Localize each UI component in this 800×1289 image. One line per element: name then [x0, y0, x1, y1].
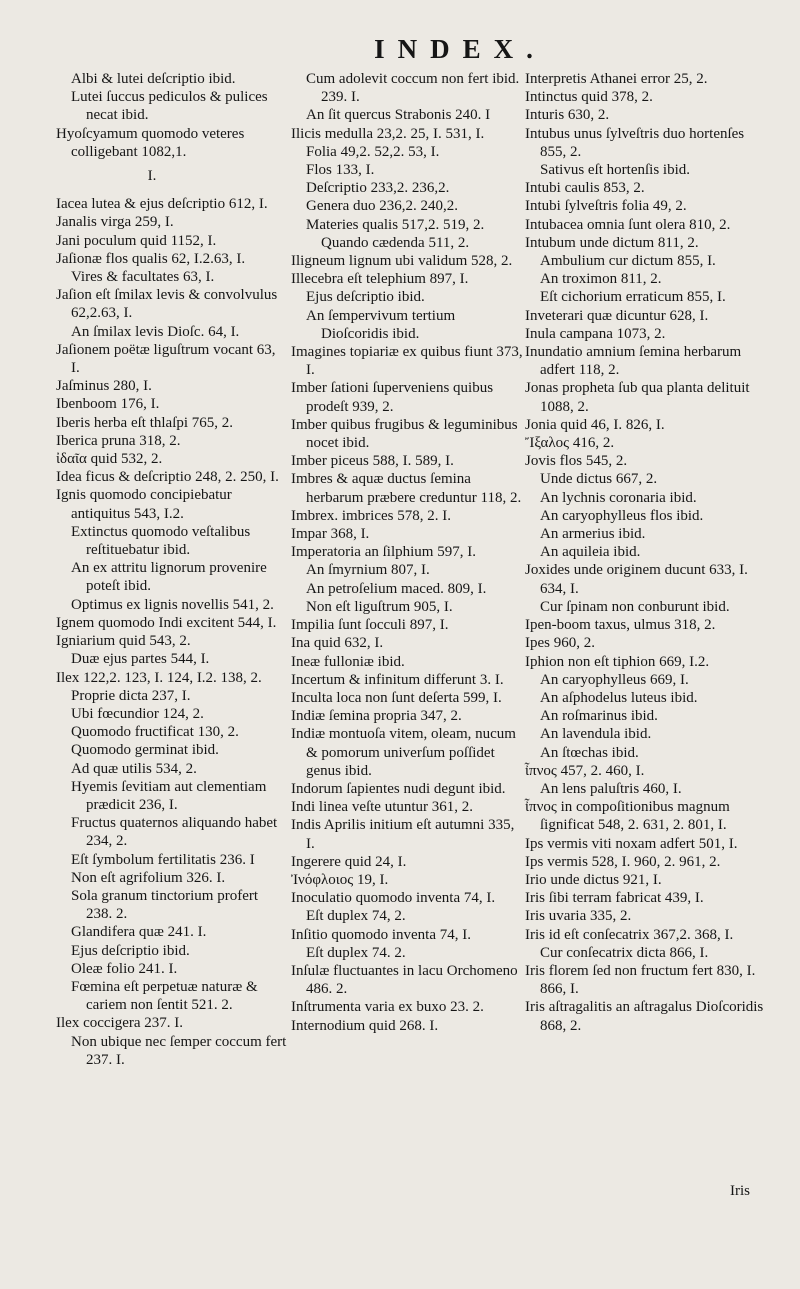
index-entry: Iberis herba eſt thlaſpi 765, 2.: [56, 414, 234, 431]
index-entry: Inſitio quomodo inventa 74, I.: [291, 926, 471, 943]
index-column-1: [56, 70, 288, 1069]
index-entry: Inula campana 1073, 2.: [525, 325, 666, 342]
index-column-3: [525, 70, 770, 1035]
index-entry: Ἴξαλος 416, 2.: [525, 435, 615, 452]
index-entry: An lychnis coronaria ibid.: [540, 489, 697, 506]
index-entry: Indiæ ſemina propria 347, 2.: [291, 708, 462, 725]
index-entry: Sativus eſt hortenſis ibid.: [540, 162, 690, 179]
index-entry: Inſtrumenta varia ex buxo 23. 2.: [291, 999, 484, 1016]
index-entry: Imbrex. imbrices 578, 2. I.: [291, 507, 451, 524]
index-entry: Jonia quid 46, I. 826, I.: [525, 416, 665, 433]
index-entry: Jani poculum quid 1152, I.: [56, 232, 217, 249]
index-entry: Duæ ejus partes 544, I.: [71, 651, 210, 668]
index-entry: Ingerere quid 24, I.: [291, 853, 407, 870]
index-entry: Ubi fœcundior 124, 2.: [71, 705, 204, 722]
index-entry: Iberica pruna 318, 2.: [56, 432, 181, 449]
index-entry: Ipen-boom taxus, ulmus 318, 2.: [525, 617, 716, 634]
index-entry: Fœmina eſt perpetuæ naturæ & cariem non ſentit 521. 2.: [71, 978, 258, 1014]
index-entry: An ſtœchas ibid.: [540, 744, 639, 761]
index-entry: Intubus unus ſylveſtris duo hortenſes 855, 2.: [525, 125, 745, 160]
index-entry: Quando cædenda 511, 2.: [321, 234, 470, 251]
index-entry: An aſphodelus luteus ibid.: [540, 689, 698, 706]
index-entry: Cum adolevit coccum non fert ibid. 239. I.: [306, 71, 520, 106]
index-entry: Hyemis ſevitiam aut clementiam prædicit 236, I.: [71, 778, 267, 813]
index-entry: Ἰνόφλοιος 19, I.: [291, 871, 389, 888]
index-entry: Indiæ montuoſa vitem, oleam, nucum & pomorum univerſum poſſidet genus ibid.: [291, 726, 516, 779]
index-entry: Igniarium quid 543, 2.: [56, 633, 191, 650]
index-entry: An lens paluſtris 460, I.: [540, 780, 682, 797]
index-entry: Iris aſtragalitis an aſtragalus Dioſcoridis 868, 2.: [525, 999, 764, 1034]
index-entry: Intinctus quid 378, 2.: [525, 89, 653, 106]
index-entry: Vires & facultates 63, I.: [71, 269, 215, 286]
index-entry: Ad quæ utilis 534, 2.: [71, 760, 197, 777]
index-entry: Non eſt agrifolium 326. I.: [71, 869, 226, 886]
index-entry: An ſempervivum tertium Dioſcoridis ibid.: [306, 307, 456, 342]
index-entry: Jonas propheta ſub qua planta delituit 1088, 2.: [525, 380, 750, 415]
index-entry: Imagines topiariæ ex quibus fiunt 373, I.: [291, 344, 523, 379]
index-entry: Ignis quomodo concipiebatur antiquitus 543, I.2.: [56, 487, 232, 522]
index-entry: Indis Aprilis initium eſt autumni 335, I.: [291, 817, 515, 852]
index-entry: An ſmyrnium 807, I.: [306, 562, 430, 579]
index-entry: Non ubique nec ſemper coccum fert 237. I.: [71, 1033, 287, 1068]
index-entry: Impar 368, I.: [291, 526, 370, 543]
index-entry: Fructus quaternos aliquando habet 234, 2.: [71, 815, 278, 850]
index-entry: Eſt duplex 74, 2.: [306, 908, 406, 925]
index-entry: An aquileia ibid.: [540, 544, 641, 561]
index-entry: Eſt ſymbolum fertilitatis 236. I: [71, 851, 255, 868]
section-letter: I.: [147, 168, 157, 185]
index-entry: Ignem quomodo Indi excitent 544, I.: [56, 614, 277, 631]
index-entry: Interpretis Athanei error 25, 2.: [525, 71, 708, 87]
index-entry: Imber quibus frugibus & leguminibus nocet ibid.: [291, 416, 518, 452]
index-entry: Iphion non eſt tiphion 669, I.2.: [525, 653, 710, 670]
index-entry: Jaſminus 280, I.: [56, 378, 152, 395]
index-entry: Ibenboom 176, I.: [56, 396, 160, 413]
index-entry: Glandifera quæ 241. I.: [71, 924, 207, 941]
index-entry: Deſcriptio 233,2. 236,2.: [306, 180, 450, 197]
index-entry: Intubum unde dictum 811, 2.: [525, 234, 699, 251]
index-entry: Ilex 122,2. 123, I. 124, I.2. 138, 2.: [56, 669, 262, 686]
index-entry: Inſulæ fluctuantes in lacu Orchomeno 486. 2.: [291, 962, 518, 998]
index-entry: An armerius ibid.: [540, 526, 646, 543]
index-entry: Joxides unde originem ducunt 633, I. 634, I.: [525, 562, 748, 597]
index-entry: Ilicis medulla 23,2. 25, I. 531, I.: [291, 125, 485, 142]
catchword: Iris: [730, 1183, 750, 1199]
index-entry: Inveterari quæ dicuntur 628, I.: [525, 307, 709, 324]
index-entry: Inoculatio quomodo inventa 74, I.: [291, 890, 496, 907]
index-entry: Extinctus quomodo veſtalibus reſtituebatur ibid.: [71, 523, 251, 559]
index-entry: Ineæ fulloniæ ibid.: [291, 653, 405, 670]
index-entry: Impilia ſunt ſocculi 897, I.: [291, 617, 449, 634]
index-entry: ἶπνος in compoſitionibus magnum ſignificat 548, 2. 631, 2. 801, I.: [525, 799, 730, 834]
index-entry: Jaſionæ flos qualis 62, I.2.63, I.: [56, 250, 246, 267]
index-entry: An lavendula ibid.: [540, 726, 652, 743]
index-entry: Illecebra eſt telephium 897, I.: [291, 271, 469, 288]
index-entry: Janalis virga 259, I.: [56, 214, 174, 231]
index-entry: Irio unde dictus 921, I.: [525, 871, 662, 888]
index-column-2: [291, 70, 523, 1035]
index-entry: An roſmarinus ibid.: [540, 708, 658, 725]
index-entry: Ejus deſcriptio ibid.: [71, 942, 190, 959]
index-entry: Iacea lutea & ejus deſcriptio 612, I.: [56, 196, 268, 213]
index-entry: Inundatio amnium ſemina herbarum adfert 118, 2.: [525, 344, 742, 379]
index-entry: Imber ſationi ſuperveniens quibus prodeſt 939, 2.: [291, 380, 494, 415]
index-entry: An petroſelium maced. 809, I.: [306, 580, 487, 597]
index-entry: Incertum & infinitum differunt 3. I.: [291, 671, 504, 688]
index-entry: Non eſt liguſtrum 905, I.: [306, 598, 453, 615]
index-entry: Oleæ folio 241. I.: [71, 960, 178, 977]
index-entry: Idea ficus & deſcriptio 248, 2. 250, I.: [56, 469, 279, 486]
index-entry: Inculta loca non ſunt deſerta 599, I.: [291, 689, 502, 706]
index-entry: Intubi caulis 853, 2.: [525, 180, 645, 197]
index-entry: Ips vermis viti noxam adfert 501, I.: [525, 835, 738, 852]
index-entry: Intubi ſylveſtris folia 49, 2.: [525, 198, 687, 215]
index-entry: Ambulium cur dictum 855, I.: [540, 253, 716, 270]
index-entry: Intubacea omnia ſunt olera 810, 2.: [525, 216, 731, 233]
index-entry: Iris uvaria 335, 2.: [525, 908, 632, 925]
index-entry: Iris id eſt conſecatrix 367,2. 368, I.: [525, 926, 734, 943]
index-entry: Quomodo germinat ibid.: [71, 742, 219, 759]
index-entry: An caryophylleus 669, I.: [540, 671, 689, 688]
index-entry: Albi & lutei deſcriptio ibid.: [71, 71, 236, 87]
index-entry: Hyoſcyamum quomodo veteres colligebant 1082,1.: [56, 125, 245, 160]
index-entry: Inturis 630, 2.: [525, 107, 610, 124]
index-entry: Proprie dicta 237, I.: [71, 687, 191, 704]
page-title: INDEX.: [374, 34, 546, 64]
index-entry: Ips vermis 528, I. 960, 2. 961, 2.: [525, 853, 721, 870]
index-entry: Ilex coccigera 237. I.: [56, 1015, 184, 1032]
index-entry: Indorum ſapientes nudi degunt ibid.: [291, 780, 506, 797]
index-entry: Jaſion eſt ſmilax levis & convolvulus 62,2.63, I.: [56, 287, 278, 322]
index-entry: Cur conſecatrix dicta 866, I.: [540, 944, 709, 961]
index-entry: Sola granum tinctorium profert 238. 2.: [71, 887, 259, 923]
index-entry: Jovis flos 545, 2.: [525, 453, 628, 470]
index-entry: Flos 133, I.: [306, 162, 375, 179]
index-entry: Lutei ſuccus pediculos & pulices necat ibid.: [71, 89, 268, 124]
index-entry: Folia 49,2. 52,2. 53, I.: [306, 143, 440, 160]
index-entry: Jaſionem poëtæ liguſtrum vocant 63, I.: [56, 341, 276, 377]
index-entry: Quomodo fructificat 130, 2.: [71, 724, 239, 741]
index-entry: An ſmilax levis Dioſc. 64, I.: [71, 323, 240, 340]
index-entry: Genera duo 236,2. 240,2.: [306, 198, 459, 215]
index-entry: ἰδαῖα quid 532, 2.: [56, 451, 163, 468]
index-entry: An caryophylleus flos ibid.: [540, 507, 704, 524]
index-entry: An troximon 811, 2.: [540, 271, 662, 288]
index-entry: Iligneum lignum ubi validum 528, 2.: [291, 253, 513, 270]
index-entry: Iris florem ſed non fructum fert 830, I. 866, I.: [525, 962, 756, 998]
index-entry: Optimus ex lignis novellis 541, 2.: [71, 596, 274, 613]
index-entry: Ina quid 632, I.: [291, 635, 384, 652]
index-entry: Imber piceus 588, I. 589, I.: [291, 453, 454, 470]
index-entry: Iris ſibi terram fabricat 439, I.: [525, 890, 704, 907]
index-entry: Cur ſpinam non conburunt ibid.: [540, 598, 730, 615]
index-entry: Imbres & aquæ ductus ſemina herbarum præbere creduntur 118, 2.: [291, 471, 522, 506]
index-entry: Materies qualis 517,2. 519, 2.: [306, 216, 485, 233]
index-entry: Internodium quid 268. I.: [291, 1017, 439, 1034]
index-entry: ἶπνος 457, 2. 460, I.: [525, 762, 645, 779]
index-entry: An ex attritu lignorum provenire poteſt ibid.: [71, 560, 267, 595]
index-entry: Imperatoria an ſilphium 597, I.: [291, 544, 476, 561]
index-entry: Eſt duplex 74. 2.: [306, 944, 406, 961]
index-entry: Ipes 960, 2.: [525, 635, 595, 652]
index-entry: An ſit quercus Strabonis 240. I: [306, 107, 491, 124]
index-entry: Eſt cichorium erraticum 855, I.: [540, 289, 726, 306]
index-entry: Indi linea veſte utuntur 361, 2.: [291, 799, 474, 816]
index-entry: Ejus deſcriptio ibid.: [306, 289, 425, 306]
index-entry: Unde dictus 667, 2.: [540, 471, 658, 488]
